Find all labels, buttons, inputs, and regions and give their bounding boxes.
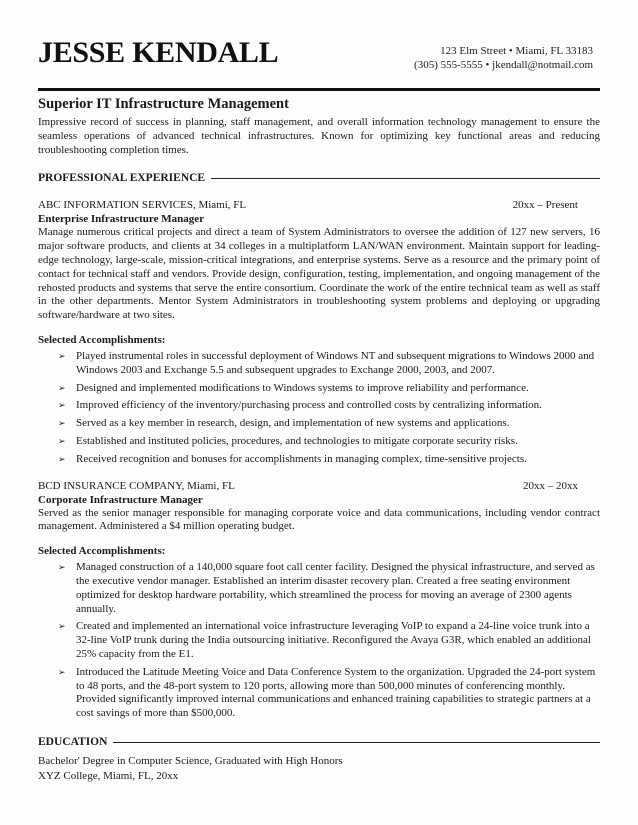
arrow-bullet-icon: ➢ (58, 562, 66, 573)
job-title: Corporate Infrastructure Manager (38, 493, 203, 506)
accomplishments-list (38, 350, 600, 467)
list-item (38, 435, 600, 449)
job-description: Manage numerous critical projects and direct a team of System Administrators to oversee the addition of 127 new servers, 16 major software products, and clients at 34 colleges in a multiplatform LAN/WAN environment. Maintain support for leading-edge technology, large-scale, mission-critical integrations, and enterprise systems. Serve as a resource and the primary point of contact for technical staff and vendors. Provide design, configuration, testing, implementation, and ongoing management of the rehosted products and systems that serve the entire consortium. Coordinate the work of the entire technical team as well as staff in the other departments. Mentor System Administrators in troubleshooting system problems and deploying or upgrading software/hardware at two sites. (38, 226, 600, 322)
accomplishments-heading: Selected Accomplishments: (38, 333, 166, 346)
arrow-bullet-icon: ➢ (58, 418, 66, 429)
dates: 20xx – 20xx (523, 479, 578, 492)
job-title: Enterprise Infrastructure Manager (38, 213, 204, 226)
divider (211, 178, 600, 179)
headline: Superior IT Infrastructure Management (38, 96, 289, 112)
school: XYZ College, Miami, FL, 20xx (38, 769, 179, 782)
arrow-bullet-icon: ➢ (58, 666, 66, 677)
job-2 (38, 479, 600, 721)
experience-heading (38, 171, 600, 186)
list-item (38, 382, 600, 396)
list-item-text: Established and instituted policies, procedures, and technologies to mitigate corporate security risks. (76, 434, 518, 447)
education-heading (38, 735, 600, 750)
list-item-text: Managed construction of a 140,000 square foot call center facility. Designed the physical infrastructure, and served as the executive vendor manager. Established an interim disaster recovery plan. Created a free seating environment optimized for desktop hardware portability, which streamlined the process for moving an average of 2300 agents annually. (76, 561, 595, 615)
arrow-bullet-icon: ➢ (58, 350, 66, 361)
accomplishments-list (38, 561, 600, 721)
candidate-name: JESSE KENDALL (38, 36, 279, 69)
company: ABC INFORMATION SERVICES, Miami, FL (38, 199, 247, 212)
accomplishments-heading: Selected Accomplishments: (38, 545, 166, 558)
dates: 20xx – Present (512, 199, 578, 212)
arrow-bullet-icon: ➢ (58, 400, 66, 411)
arrow-bullet-icon: ➢ (58, 382, 66, 393)
list-item (38, 453, 600, 467)
degree: Bachelor' Degree in Computer Science, Graduated with High Honors (38, 754, 343, 767)
resume-body (38, 95, 600, 796)
education (38, 754, 600, 784)
list-item (38, 399, 600, 413)
phone-email: (305) 555-5555 • jkendall@notmail.com (414, 59, 593, 71)
list-item-text: Served as a key member in research, design, and implementation of new systems and applications. (76, 417, 510, 430)
company: BCD INSURANCE COMPANY, Miami, FL (38, 479, 235, 492)
contact-info (414, 44, 593, 72)
list-item-text: Received recognition and bonuses for accomplishments in managing complex, time-sensitive projects. (76, 452, 527, 465)
arrow-bullet-icon: ➢ (58, 453, 66, 464)
address: 123 Elm Street • Miami, FL 33183 (440, 45, 593, 57)
list-item (38, 350, 600, 378)
list-item-text: Designed and implemented modifications to Windows systems to improve reliability and performance. (76, 381, 529, 394)
header-rule (38, 88, 600, 91)
arrow-bullet-icon: ➢ (58, 621, 66, 632)
summary: Impressive record of success in planning, staff management, and overall information technology management to ensure the seamless operations of advanced technical infrastructures. Known for optimizing key functional areas and reducing troubleshooting completion times. (38, 116, 600, 156)
job-1 (38, 198, 600, 466)
section-title: PROFESSIONAL EXPERIENCE (38, 172, 206, 185)
divider (113, 742, 600, 743)
list-item-text: Played instrumental roles in successful deployment of Windows NT and subsequent migrations to Windows 2000 and Windows 2003 and Exchange 5.5 and subsequent upgrades to Exchange 2000, 2003, and 2007. (76, 349, 595, 376)
list-item-text: Introduced the Latitude Meeting Voice and Data Conference System to the organization. Upgraded the 24-port system to 48 ports, and the 48-port system to 120 ports, allowing more than 500,000 minutes of conferencing monthly. Provided significantly improved internal communications and enhanced training capabilities to strategic partners at a cost savings of more than $500,000. (76, 665, 596, 720)
job-description: Served as the senior manager responsible for managing corporate voice and data communications, including vendor contract management. Administered a $4 million operating budget. (38, 506, 600, 533)
list-item (38, 417, 600, 431)
list-item (38, 620, 600, 661)
arrow-bullet-icon: ➢ (58, 435, 66, 446)
list-item-text: Created and implemented an international voice infrastructure leveraging VoIP to expand a 24-line voice trunk into a 32-line VoIP trunk during the India outsourcing initiative. Reconfigured the Avaya G3R, which enabled an additional 25% capacity from the E1. (76, 620, 591, 660)
list-item (38, 561, 600, 616)
list-item (38, 666, 600, 721)
section-title: EDUCATION (38, 735, 108, 748)
list-item-text: Improved efficiency of the inventory/purchasing process and controlled costs by centralizing information. (76, 399, 542, 412)
